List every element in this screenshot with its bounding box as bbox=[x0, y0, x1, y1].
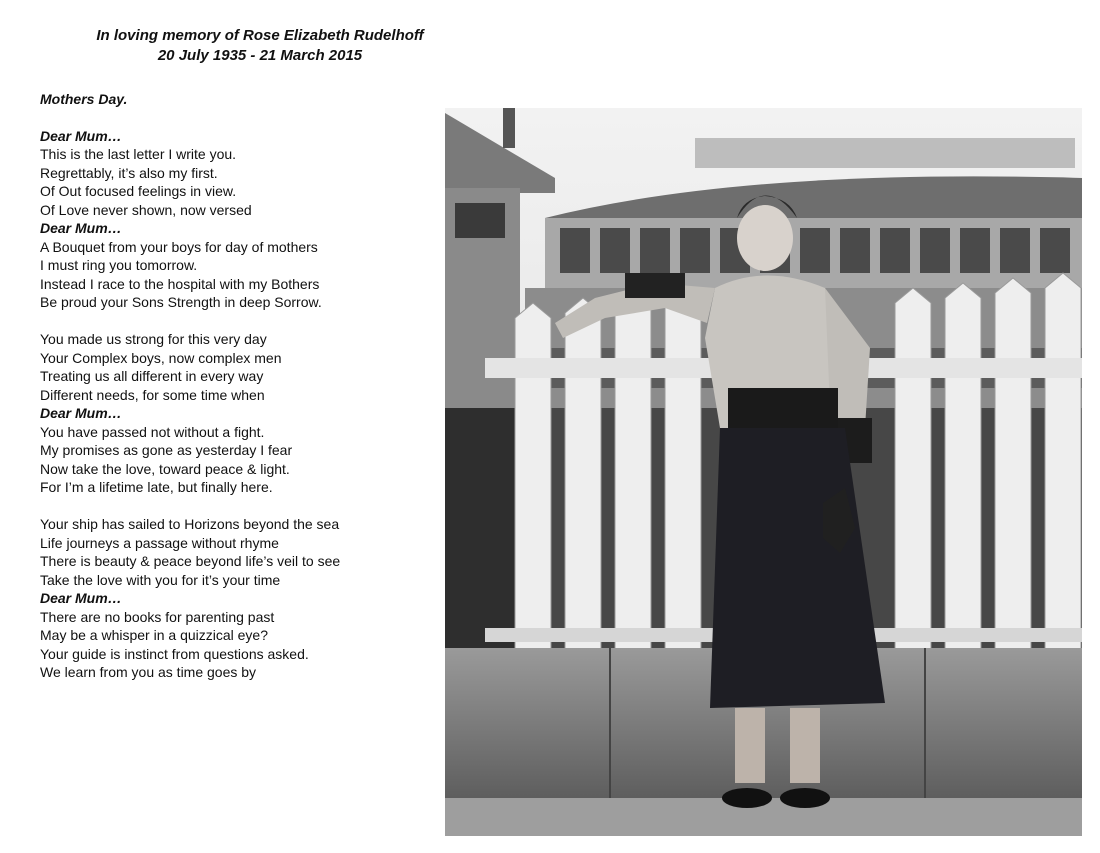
poem-line: This is the last letter I write you. bbox=[40, 146, 237, 162]
poem-line: We learn from you as time goes by bbox=[40, 664, 257, 680]
poem-line: Of Love never shown, now versed bbox=[40, 201, 252, 218]
poem-line: Take the love with you for it’s your time bbox=[40, 571, 281, 588]
memorial-header bbox=[40, 26, 480, 66]
poem-line: Your guide is instinct from questions asked. bbox=[40, 645, 309, 662]
poem-line: Treating us all different in every way bbox=[40, 368, 264, 384]
poem-line: Life journeys a passage without rhyme bbox=[40, 534, 279, 551]
poem-line: Be proud your Sons Strength in deep Sorrow. bbox=[40, 294, 322, 310]
poem-line: A Bouquet from your boys for day of mothers bbox=[40, 238, 318, 255]
poem-line: Your ship has sailed to Horizons beyond the sea bbox=[40, 516, 340, 532]
poem-line: You made us strong for this very day bbox=[40, 331, 267, 347]
poem-line: Different needs, for some time when bbox=[40, 386, 265, 403]
poem bbox=[40, 90, 440, 682]
poem-line: My promises as gone as yesterday I fear bbox=[40, 442, 293, 458]
poem-line: Your Complex boys, now complex men bbox=[40, 349, 282, 366]
poem-title: Mothers Day. bbox=[40, 91, 128, 107]
poem-line: You have passed not without a fight. bbox=[40, 423, 265, 440]
poem-line: I must ring you tomorrow. bbox=[40, 257, 198, 273]
poem-line: There is beauty & peace beyond life’s veil to see bbox=[40, 553, 341, 569]
poem-line: Instead I race to the hospital with my Bothers bbox=[40, 275, 320, 292]
photo-illustration bbox=[445, 108, 1082, 836]
poem-refrain-line: Dear Mum… bbox=[40, 220, 122, 236]
poem-line: There are no books for parenting past bbox=[40, 608, 275, 625]
memorial-dates-line: 20 July 1935 - 21 March 2015 bbox=[157, 47, 363, 64]
poem-line: For I’m a lifetime late, but finally here. bbox=[40, 479, 273, 495]
memorial-name-line: In loving memory of Rose Elizabeth Rudelhoff bbox=[96, 27, 424, 44]
poem-line: May be a whisper in a quizzical eye? bbox=[40, 627, 269, 643]
poem-line: Now take the love, toward peace & light. bbox=[40, 460, 290, 477]
memorial-photo bbox=[445, 108, 1082, 836]
poem-refrain-line: Dear Mum… bbox=[40, 590, 122, 606]
poem-line: Of Out focused feelings in view. bbox=[40, 183, 237, 199]
stanza-gap bbox=[40, 312, 440, 331]
poem-refrain-line: Dear Mum… bbox=[40, 405, 122, 421]
poem-refrain-line: Dear Mum… bbox=[40, 127, 122, 144]
poem-line: Regrettably, it’s also my first. bbox=[40, 164, 218, 181]
stanza-gap bbox=[40, 497, 440, 516]
